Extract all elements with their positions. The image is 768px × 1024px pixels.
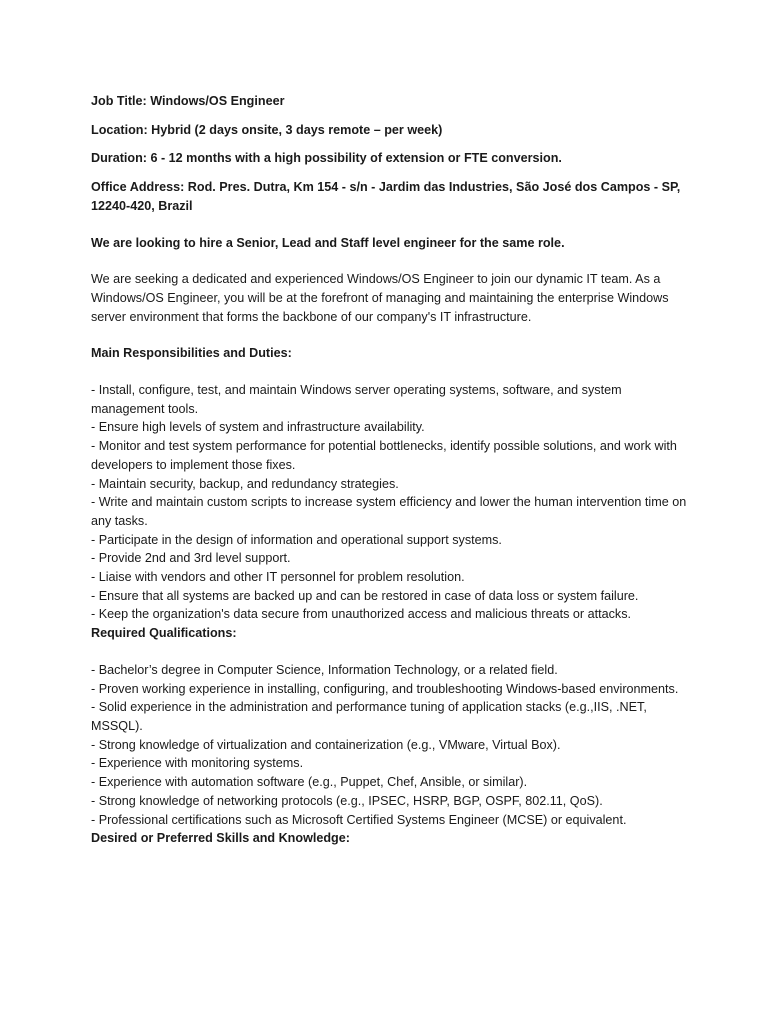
list-item: - Write and maintain custom scripts to increase system efficiency and lower the human intervention time on any tasks.: [91, 495, 687, 528]
job-location: Location: Hybrid (2 days onsite, 3 days remote – per week): [91, 122, 443, 137]
job-duration: Duration: 6 - 12 months with a high possibility of extension or FTE conversion.: [91, 151, 562, 166]
office-address: Office Address: Rod. Pres. Dutra, Km 154 - s/n - Jardim das Industries, São José dos Campos - SP, 12240-420, Brazil: [91, 180, 681, 213]
document-body: [91, 92, 691, 848]
list-item: - Experience with monitoring systems.: [91, 756, 304, 771]
desired-skills-heading: Desired or Preferred Skills and Knowledge:: [91, 831, 350, 846]
qualifications-list: [91, 661, 691, 829]
list-item: - Maintain security, backup, and redundancy strategies.: [91, 476, 399, 491]
list-item: - Provide 2nd and 3rd level support.: [91, 551, 291, 566]
list-item: - Bachelor’s degree in Computer Science, Information Technology, or a related field.: [91, 662, 558, 677]
qualifications-heading: Required Qualifications:: [91, 626, 237, 641]
list-item: - Strong knowledge of networking protocols (e.g., IPSEC, HSRP, BGP, OSPF, 802.11, QoS).: [91, 793, 603, 808]
list-item: - Experience with automation software (e.g., Puppet, Chef, Ansible, or similar).: [91, 775, 528, 790]
list-item: - Liaise with vendors and other IT personnel for problem resolution.: [91, 570, 465, 585]
intro-paragraph: We are seeking a dedicated and experienced Windows/OS Engineer to join our dynamic IT team. As a Windows/OS Engineer, you will be at the forefront of managing and maintaining the enterprise Windows server environment that forms the backbone of our company's IT infrastructure.: [91, 272, 669, 324]
hiring-note: We are looking to hire a Senior, Lead and Staff level engineer for the same role.: [91, 235, 565, 250]
list-item: - Strong knowledge of virtualization and containerization (e.g., VMware, Virtual Box).: [91, 737, 561, 752]
list-item: - Install, configure, test, and maintain Windows server operating systems, software, and system management tools.: [91, 383, 622, 416]
list-item: - Participate in the design of information and operational support systems.: [91, 532, 502, 547]
list-item: - Ensure that all systems are backed up and can be restored in case of data loss or system failure.: [91, 588, 639, 603]
list-item: - Proven working experience in installing, configuring, and troubleshooting Windows-based environments.: [91, 681, 679, 696]
responsibilities-list: [91, 381, 691, 624]
list-item: - Monitor and test system performance for potential bottlenecks, identify possible solutions, and work with developers to implement those fixes.: [91, 439, 677, 472]
list-item: - Professional certifications such as Microsoft Certified Systems Engineer (MCSE) or equivalent.: [91, 812, 627, 827]
list-item: - Ensure high levels of system and infrastructure availability.: [91, 420, 425, 435]
list-item: - Keep the organization's data secure from unauthorized access and malicious threats or attacks.: [91, 607, 632, 622]
job-title: Job Title: Windows/OS Engineer: [91, 94, 285, 108]
responsibilities-heading: Main Responsibilities and Duties:: [91, 346, 292, 361]
list-item: - Solid experience in the administration and performance tuning of application stacks (e.g.,IIS, .NET, MSSQL).: [91, 700, 647, 733]
